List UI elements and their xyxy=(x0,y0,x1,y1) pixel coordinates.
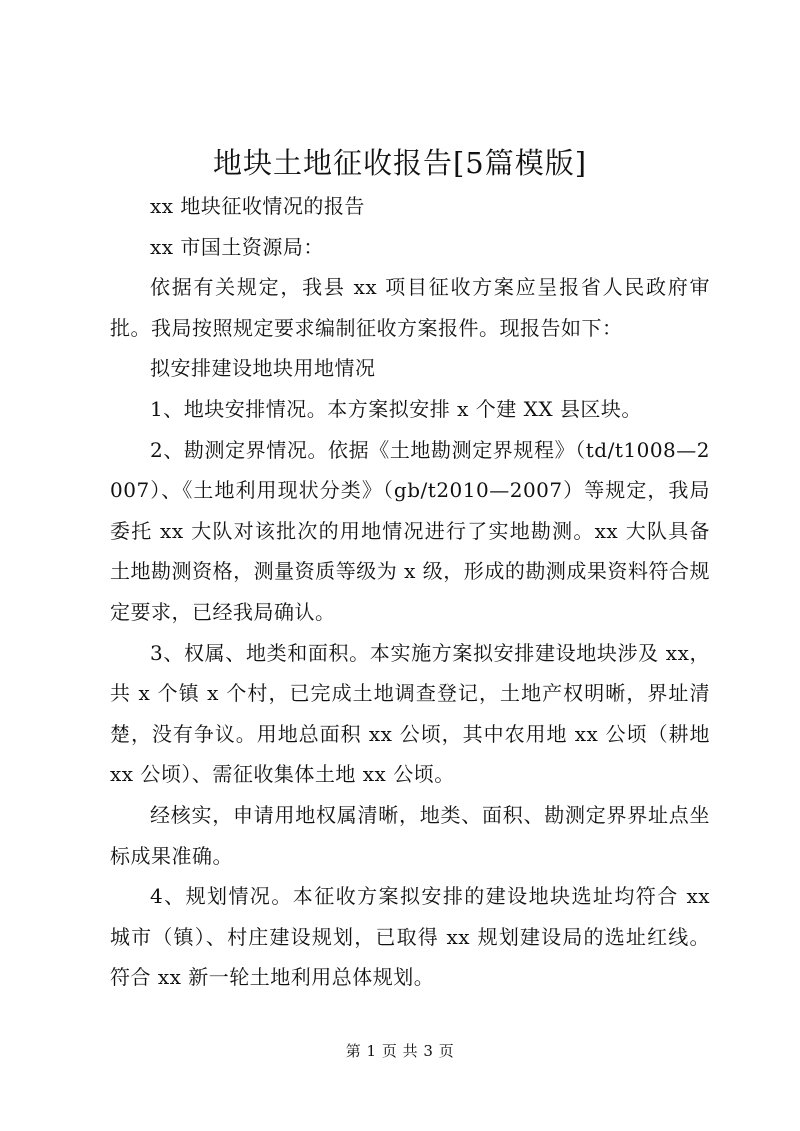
document-body xyxy=(110,186,710,998)
document-title: 地块土地征收报告[5篇模版] xyxy=(212,146,588,180)
paragraph-intro: 依据有关规定，我县 xx 项目征收方案应呈报省人民政府审批。我局按照规定要求编制征收方案报件。现报告如下： xyxy=(110,275,710,340)
paragraph-item-2: 2、勘测定界情况。依据《土地勘测定界规程》（td/t1008—2007）、《土地利用现状分类》（gb/t2010—2007）等规定，我局委托 xx 大队对该批次的用地情况进行了实地勘测。xx 大队具备土地勘测资格，测量资质等级为 x 级，形成的勘测成果资料符合规定要求，已经我局确认。 xyxy=(110,437,710,624)
paragraph-item-4: 4、规划情况。本征收方案拟安排的建设地块选址均符合 xx 城市（镇）、村庄建设规划，已取得 xx 规划建设局的选址红线。符合 xx 新一轮土地利用总体规划。 xyxy=(110,884,710,990)
paragraph-addressee: xx 市国土资源局： xyxy=(150,234,324,259)
paragraph-section-heading: 拟安排建设地块用地情况 xyxy=(150,356,376,381)
paragraph-item-1: 1、地块安排情况。本方案拟安排 x 个建 XX 县区块。 xyxy=(150,396,642,421)
paragraph-report-heading: xx 地块征收情况的报告 xyxy=(150,194,365,218)
paragraph-item-3: 3、权属、地类和面积。本实施方案拟安排建设地块涉及 xx，共 x 个镇 x 个村，已完成土地调查登记，土地产权明晰，界址清楚，没有争议。用地总面积 xx 公顷，其中农用地 xx 公顷（耕地 xx 公顷）、需征收集体土地 xx 公顷。 xyxy=(110,640,710,787)
paragraph-verification: 经核实，申请用地权属清晰，地类、面积、勘测定界界址点坐标成果准确。 xyxy=(110,802,710,868)
page-number-footer: 第 1 页 共 3 页 xyxy=(345,1042,455,1060)
